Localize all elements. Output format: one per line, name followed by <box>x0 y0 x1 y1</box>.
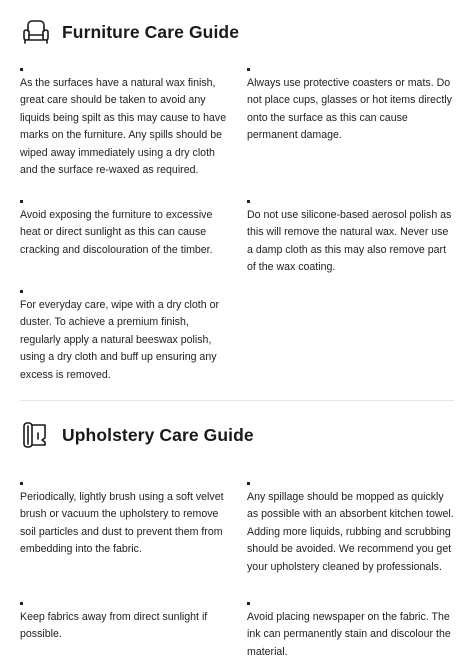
bullet-marker <box>20 482 23 485</box>
upholstery-care-item <box>247 602 457 661</box>
bullet-marker <box>20 602 23 605</box>
care-item-text: Always use protective coasters or mats. Do not place cups, glasses or hot items directly onto the surface as this can cause permanent damage. <box>247 77 452 142</box>
bullet-marker <box>247 482 250 485</box>
upholstery-care-item <box>20 602 230 644</box>
furniture-care-item <box>247 68 457 145</box>
furniture-section-header <box>20 16 239 48</box>
bullet-marker <box>20 200 23 203</box>
bullet-marker <box>20 290 23 293</box>
furniture-section-title: Furniture Care Guide <box>62 21 240 42</box>
furniture-care-item <box>247 200 457 277</box>
fabric-roll-icon <box>20 419 52 451</box>
furniture-care-item <box>20 200 230 259</box>
bullet-marker <box>247 68 250 71</box>
care-item-text: Keep fabrics away from direct sunlight if possible. <box>20 611 208 641</box>
care-item-text: As the surfaces have a natural wax finish, great care should be taken to avoid any liquids being spilt as this may cause to have marks on the furniture. Any spills should be wiped away immediately using a dry cloth and the surface re-waxed as required. <box>20 77 227 177</box>
bullet-marker <box>20 68 23 71</box>
armchair-icon <box>20 16 52 48</box>
care-item-text: Do not use silicone-based aerosol polish as this will remove the natural wax. Never use a damp cloth as this may also remove part of the wax coating. <box>247 209 452 274</box>
furniture-care-item <box>20 68 230 179</box>
section-divider <box>20 400 454 401</box>
upholstery-care-item <box>247 482 457 576</box>
care-item-text: Avoid placing newspaper on the fabric. The ink can permanently stain and discolour the material. <box>247 611 451 658</box>
upholstery-section-title: Upholstery Care Guide <box>62 424 254 445</box>
bullet-marker <box>247 200 250 203</box>
care-item-text: Periodically, lightly brush using a soft velvet brush or vacuum the upholstery to remove soil particles and dust to prevent them from embedding into the fabric. <box>20 491 224 556</box>
bullet-marker <box>247 602 250 605</box>
care-item-text: Any spillage should be mopped as quickly as possible with an absorbent kitchen towel. Adding more liquids, rubbing and scrubbing should be avoided. We recommend you get your upholstery cleaned by professionals. <box>247 491 454 573</box>
furniture-care-item <box>20 290 230 384</box>
care-item-text: For everyday care, wipe with a dry cloth or duster. To achieve a premium finish, regularly apply a natural beeswax polish, using a dry cloth and buff up ensuring any excess is removed. <box>20 299 220 381</box>
upholstery-section-header <box>20 419 254 451</box>
upholstery-care-item <box>20 482 230 559</box>
care-item-text: Avoid exposing the furniture to excessive heat or direct sunlight as this can cause cracking and discolouration of the timber. <box>20 209 213 256</box>
